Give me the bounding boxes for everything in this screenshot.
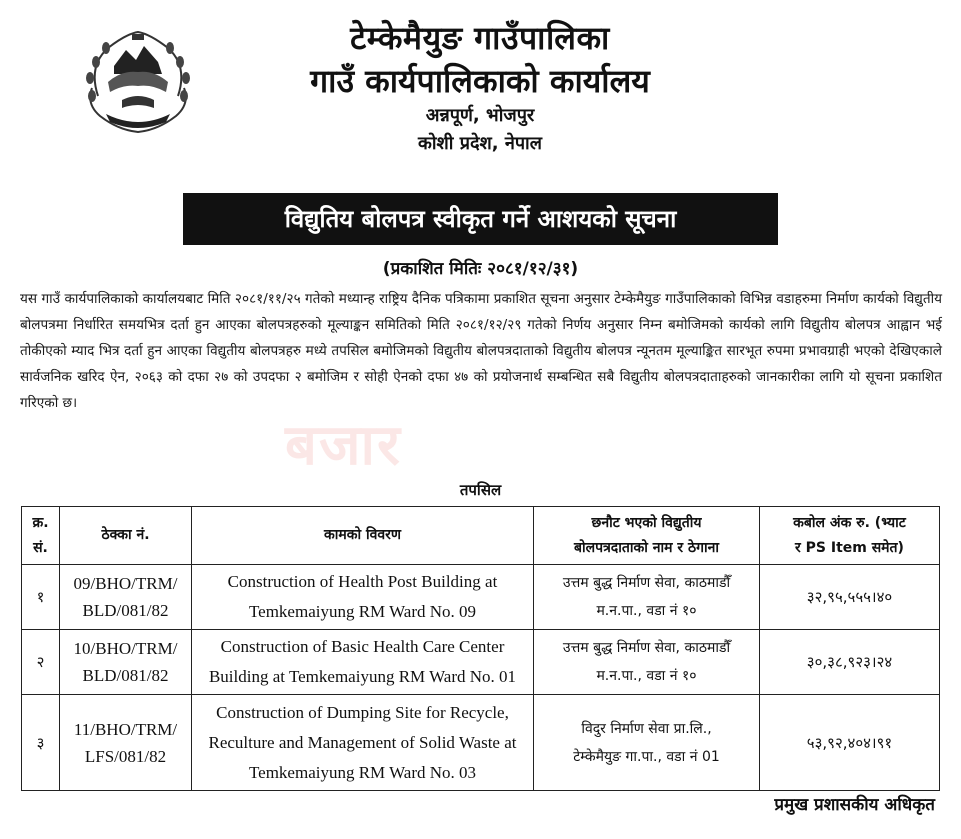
- schedule-heading: तपसिल: [459, 481, 502, 499]
- table-header-row: [22, 507, 940, 565]
- header-work: कामको विवरण: [192, 507, 534, 565]
- row-amount: ३२,९५,५५५।४०: [760, 565, 940, 630]
- row-work: Construction of Basic Health Care Center Building at Temkemaiyung RM Ward No. 01: [192, 630, 534, 695]
- row-amount: ३०,३८,९२३।२४: [760, 630, 940, 695]
- row-bidder: उत्तम बुद्ध निर्माण सेवा, काठमाडौँ म.न.पा., वडा नं १०: [534, 565, 760, 630]
- row-serial: १: [22, 565, 60, 630]
- municipality-name: टेम्केमैयुङ गाउँपालिका: [350, 19, 610, 57]
- office-province: कोशी प्रदेश, नेपाल: [418, 133, 542, 154]
- row-contract-no: 10/BHO/TRM/ BLD/081/82: [60, 630, 192, 695]
- table-row: [22, 630, 940, 695]
- row-work: Construction of Health Post Building at Temkemaiyung RM Ward No. 09: [192, 565, 534, 630]
- row-amount: ५३,९२,४०४।९१: [760, 695, 940, 791]
- office-address: अन्नपूर्ण, भोजपुर: [425, 105, 535, 126]
- table-row: [22, 695, 940, 791]
- header-contract-no: ठेक्का नं.: [60, 507, 192, 565]
- signatory-title: प्रमुख प्रशासकीय अधिकृत: [774, 795, 935, 815]
- table-row: [22, 565, 940, 630]
- awarded-bids-table: [21, 506, 940, 791]
- office-name: गाउँ कार्यपालिकाको कार्यालय: [310, 62, 650, 100]
- row-serial: २: [22, 630, 60, 695]
- row-work: Construction of Dumping Site for Recycle, Reculture and Management of Solid Waste at Temkemaiyung RM Ward No. 03: [192, 695, 534, 791]
- notice-title: विद्युतिय बोलपत्र स्वीकृत गर्ने आशयको सूचना: [183, 193, 778, 245]
- notice-body: यस गाउँ कार्यपालिकाको कार्यालयबाट मिति २०८१/११/२५ गतेको मध्यान्ह राष्ट्रिय दैनिक पत्रिकामा प्रकाशित सूचना अनुसार टेम्केमैयुङ गाउँपालिकाको विभिन्न वडाहरुमा निर्माण कार्यको विद्युतीय बोलपत्रमा निर्धारित समयभित्र दर्ता हुन आएका बोलपत्रहरुको मूल्याङ्कन समितिको मिति २०८१/१२/२९ गतेको निर्णय अनुसार निम्न बमोजिमको कार्यको लागि विद्युतीय बोलपत्र आह्वान भई तोकीएको म्याद भित्र दर्ता हुन आएका विद्युतीय बोलपत्रहरु मध्ये तपसिल बमोजिमको विद्युतीय बोलपत्रदाताको विद्युतीय बोलपत्र न्यूनतम मूल्याङ्कित सारभूत रुपमा प्रभावग्राही भएको देखिएकाले सार्वजनिक खरिद ऐन, २०६३ को दफा २७ को उपदफा २ बमोजिम र सोही ऐनको दफा ४७ को प्रयोजनार्थ सम्बन्धित सबै विद्युतीय बोलपत्रदाताहरुको जानकारीका लागि यो सूचना प्रकाशित गरिएको छ।: [20, 291, 942, 411]
- header-serial: क्र. सं.: [22, 507, 60, 565]
- row-serial: ३: [22, 695, 60, 791]
- watermark-text: बजार: [285, 413, 402, 478]
- row-contract-no: 11/BHO/TRM/ LFS/081/82: [60, 695, 192, 791]
- nepal-emblem-icon: [78, 26, 198, 138]
- publish-date: (प्रकाशित मितिः २०८१/१२/३१): [382, 259, 579, 279]
- header-amount: कबोल अंक रु. (भ्याट र PS Item समेत): [760, 507, 940, 565]
- row-bidder: उत्तम बुद्ध निर्माण सेवा, काठमाडौँ म.न.पा., वडा नं १०: [534, 630, 760, 695]
- office-header: [200, 16, 760, 158]
- row-bidder: विदुर निर्माण सेवा प्रा.लि., टेम्केमैयुङ गा.पा., वडा नं 01: [534, 695, 760, 791]
- row-contract-no: 09/BHO/TRM/ BLD/081/82: [60, 565, 192, 630]
- header-bidder: छनौट भएको विद्युतीय बोलपत्रदाताको नाम र ठेगाना: [534, 507, 760, 565]
